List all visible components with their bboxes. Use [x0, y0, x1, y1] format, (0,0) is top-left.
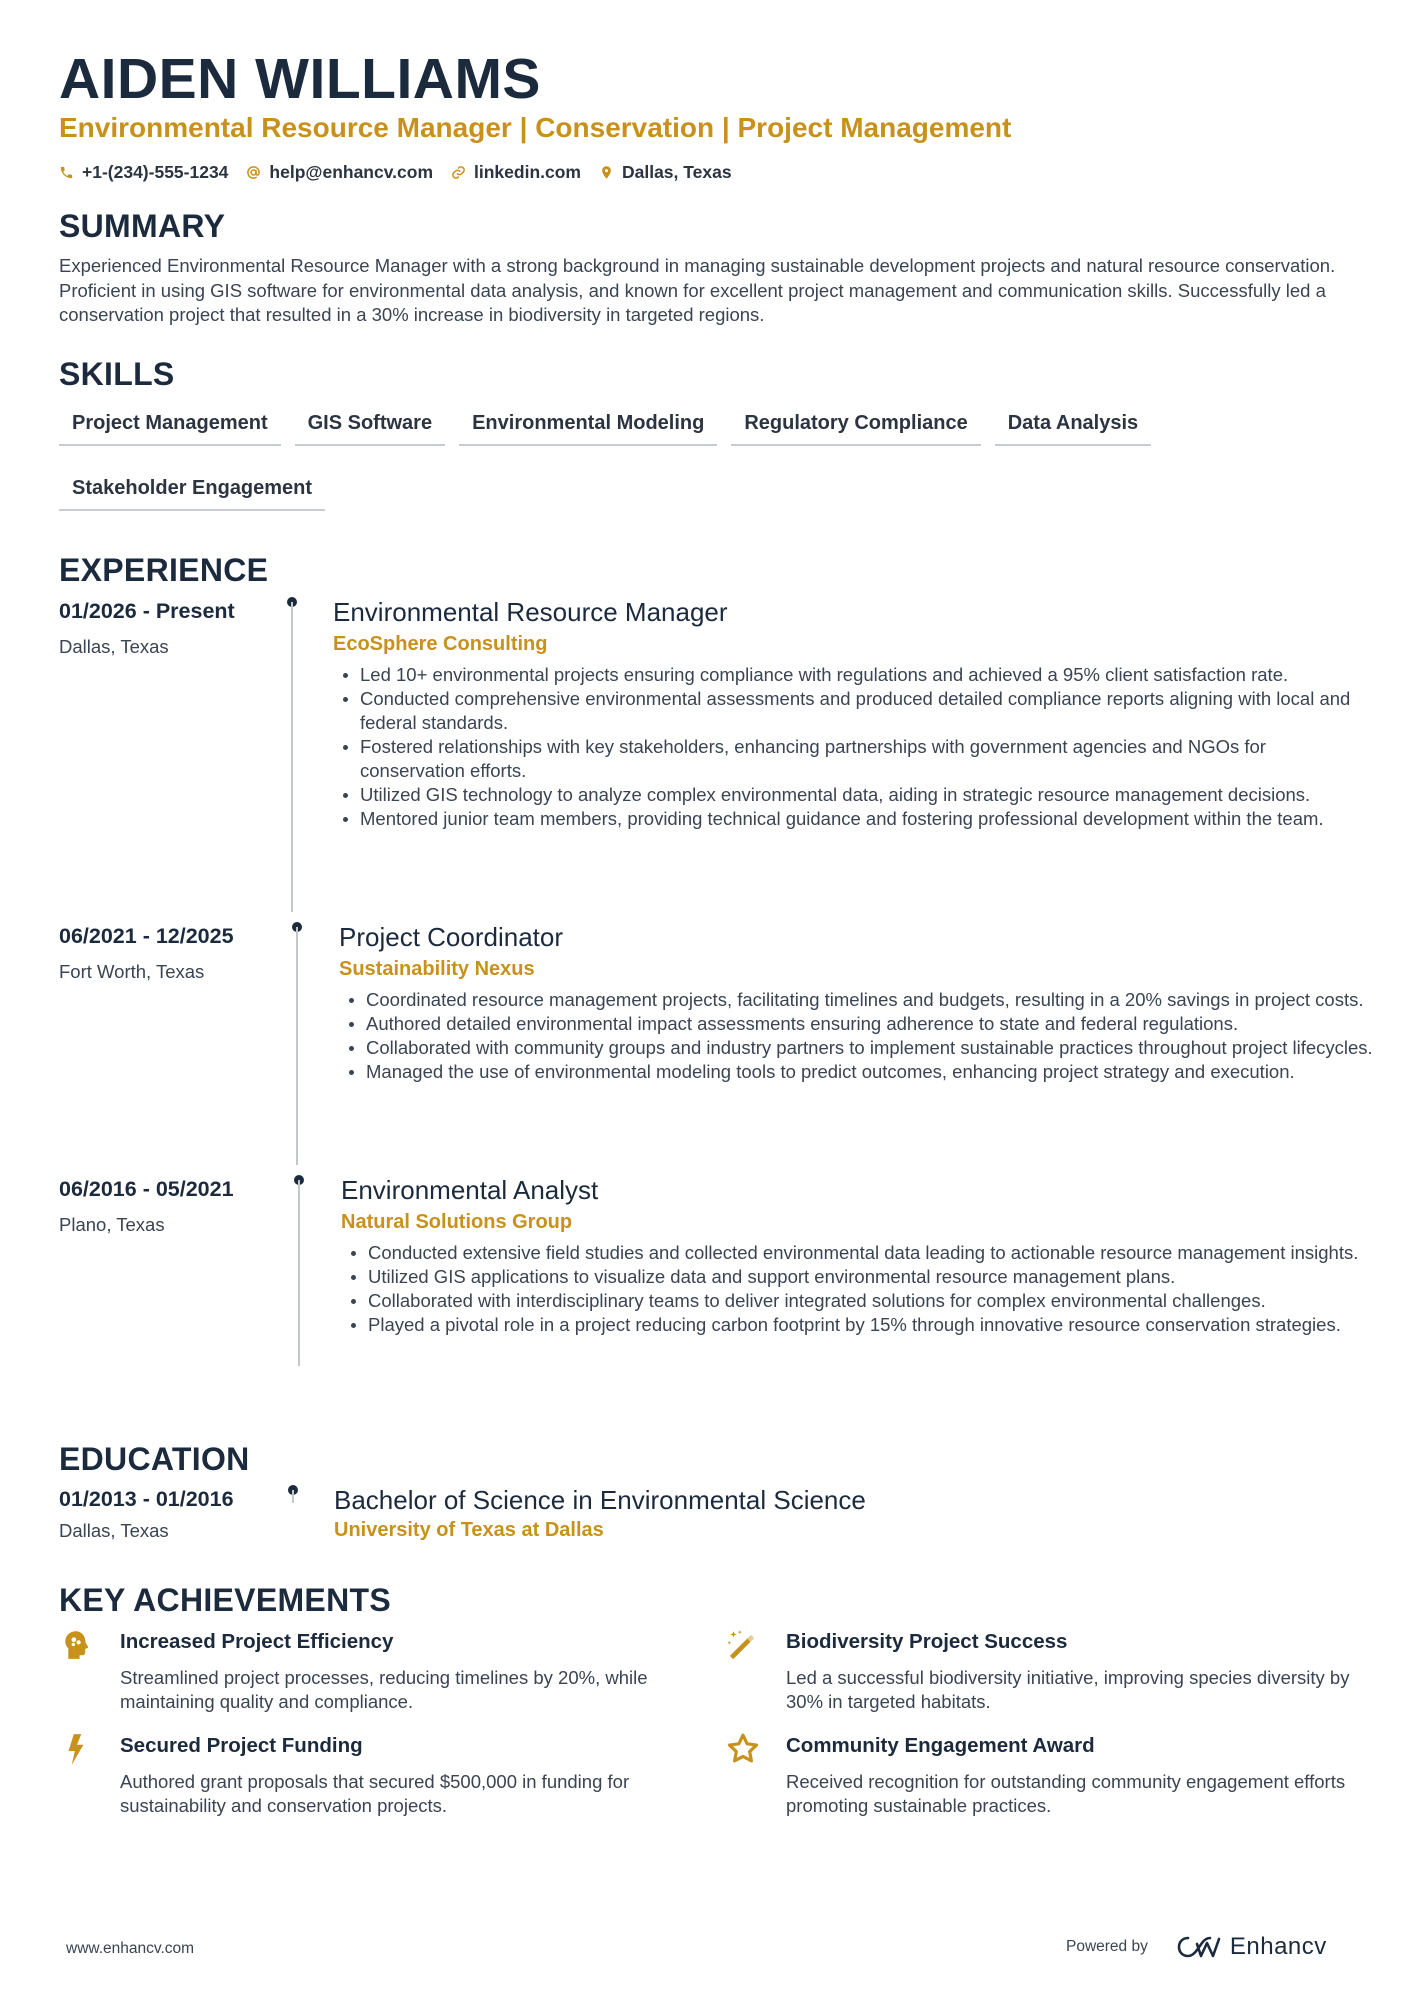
job-meta: [59, 922, 234, 984]
skills-list: [59, 405, 1349, 511]
email-text: help@enhancv.com: [269, 162, 434, 182]
contact-phone[interactable]: [59, 160, 228, 184]
education-details: [334, 1484, 1374, 1543]
education-degree: Bachelor of Science in Environmental Science: [334, 1485, 866, 1515]
job-meta: [59, 597, 235, 659]
phone-icon: [59, 165, 74, 180]
achievement-desc: Led a successful biodiversity initiative, improving species diversity by 30% in targeted habitats.: [786, 1667, 1350, 1712]
job-title: Project Coordinator: [339, 922, 563, 952]
enhancv-logo[interactable]: [1176, 1933, 1327, 1961]
job-location: Plano, Texas: [59, 1214, 165, 1235]
magic-wand-icon: [726, 1628, 760, 1662]
lightning-bolt-icon: [60, 1732, 94, 1766]
education-school: University of Texas at Dallas: [334, 1519, 604, 1541]
head-brain-icon: [60, 1628, 94, 1662]
footer-branding: [1066, 1933, 1327, 1961]
job-bullet: Led 10+ environmental projects ensuring compliance with regulations and achieved a 95% client satisfaction rate.: [333, 663, 1373, 687]
job-bullet: Managed the use of environmental modeling tools to predict outcomes, enhancing project strategy and execution.: [339, 1060, 1379, 1084]
footer-website[interactable]: www.enhancv.com: [66, 1940, 195, 1957]
job-bullet: Collaborated with community groups and industry partners to implement sustainable practices throughout project lifecycles.: [339, 1036, 1379, 1060]
phone-text: +1-(234)-555-1234: [82, 162, 229, 182]
job-meta: [59, 1175, 234, 1237]
summary-text: Experienced Environmental Resource Manager with a strong background in managing sustainable development projects and natural resource conservation. Proficient in using GIS software for environmental data analysis, and known for excellent project management and communication skills. Successfully led a conservation project that resulted in a 30% increase in biodiversity in targeted regions.: [59, 255, 1336, 325]
skill-tag: Stakeholder Engagement: [59, 470, 325, 511]
job-bullets: [341, 1241, 1381, 1337]
skill-tag: Environmental Modeling: [459, 405, 717, 446]
achievement-title: Community Engagement Award: [786, 1734, 1095, 1757]
job-title: Environmental Resource Manager: [333, 597, 728, 627]
link-icon: [451, 165, 466, 180]
education-meta: [59, 1485, 234, 1543]
job-details: [341, 1174, 1381, 1337]
skill-tag: Project Management: [59, 405, 281, 446]
job-bullet: Utilized GIS technology to analyze complex environmental data, aiding in strategic resource management decisions.: [333, 783, 1373, 807]
education-location: Dallas, Texas: [59, 1520, 169, 1541]
at-sign-icon: [246, 165, 261, 180]
job-bullets: [339, 988, 1379, 1084]
achievement-desc: Authored grant proposals that secured $500,000 in funding for sustainability and conservation projects.: [120, 1771, 630, 1816]
contact-linkedin[interactable]: [451, 160, 581, 184]
job-bullet: Authored detailed environmental impact assessments ensuring adherence to state and federal regulations.: [339, 1012, 1379, 1036]
contact-bar: [59, 160, 732, 184]
job-dates: 06/2021 - 12/2025: [59, 924, 234, 948]
achievement-desc: Received recognition for outstanding community engagement efforts promoting sustainable practices.: [786, 1771, 1346, 1816]
job-bullet: Conducted extensive field studies and collected environmental data leading to actionable resource management insights.: [341, 1241, 1381, 1265]
job-company: Sustainability Nexus: [339, 958, 535, 980]
candidate-headline: Environmental Resource Manager | Conservation | Project Management: [59, 112, 1012, 143]
job-dates: 01/2026 - Present: [59, 599, 235, 623]
achievement-title: Increased Project Efficiency: [120, 1630, 394, 1653]
job-bullet: Collaborated with interdisciplinary teams to deliver integrated solutions for complex environmental challenges.: [341, 1289, 1381, 1313]
education-heading: EDUCATION: [59, 1441, 250, 1477]
job-details: [339, 921, 1379, 1084]
enhancv-wordmark: Enhancv: [1229, 1933, 1327, 1960]
star-icon: [726, 1732, 760, 1766]
summary-heading: SUMMARY: [59, 208, 226, 244]
job-bullet: Coordinated resource management projects, facilitating timelines and budgets, resulting in a 20% savings in project costs.: [339, 988, 1379, 1012]
skill-tag: Regulatory Compliance: [731, 405, 980, 446]
job-bullet: Utilized GIS applications to visualize data and support environmental resource management plans.: [341, 1265, 1381, 1289]
job-location: Dallas, Texas: [59, 636, 169, 657]
achievement-desc: Streamlined project processes, reducing timelines by 20%, while maintaining quality and compliance.: [120, 1667, 648, 1712]
skill-tag: Data Analysis: [995, 405, 1151, 446]
timeline-line: [298, 1180, 300, 1366]
job-company: EcoSphere Consulting: [333, 633, 548, 655]
achievement-title: Secured Project Funding: [120, 1734, 363, 1757]
job-dates: 06/2016 - 05/2021: [59, 1177, 234, 1201]
location-text: Dallas, Texas: [621, 162, 732, 182]
achievement-title: Biodiversity Project Success: [786, 1630, 1068, 1653]
powered-by-text: Powered by: [1066, 1938, 1148, 1955]
contact-email[interactable]: [246, 160, 433, 184]
job-bullets: [333, 663, 1373, 831]
job-title: Environmental Analyst: [341, 1175, 599, 1205]
job-bullet: Fostered relationships with key stakeholders, enhancing partnerships with government agencies and NGOs for conservation efforts.: [333, 735, 1373, 783]
skills-heading: SKILLS: [59, 356, 175, 392]
achievements-heading: KEY ACHIEVEMENTS: [59, 1582, 391, 1618]
candidate-name: AIDEN WILLIAMS: [59, 47, 541, 111]
linkedin-text: linkedin.com: [474, 162, 581, 182]
job-bullet: Played a pivotal role in a project reducing carbon footprint by 15% through innovative resource conservation strategies.: [341, 1313, 1381, 1337]
timeline-line: [296, 927, 298, 1165]
skill-tag: GIS Software: [295, 405, 445, 446]
job-company: Natural Solutions Group: [341, 1211, 573, 1233]
enhancv-logo-mark-icon: [1176, 1934, 1224, 1960]
job-details: [333, 596, 1373, 831]
timeline-line: [292, 1490, 294, 1503]
timeline-line: [291, 602, 293, 912]
contact-location: [599, 160, 732, 184]
job-location: Fort Worth, Texas: [59, 961, 205, 982]
location-pin-icon: [599, 165, 614, 180]
education-dates: 01/2013 - 01/2016: [59, 1487, 234, 1511]
job-bullet: Conducted comprehensive environmental assessments and produced detailed compliance reports aligning with local and federal standards.: [333, 687, 1373, 735]
experience-heading: EXPERIENCE: [59, 552, 269, 588]
job-bullet: Mentored junior team members, providing technical guidance and fostering professional development within the team.: [333, 807, 1373, 831]
